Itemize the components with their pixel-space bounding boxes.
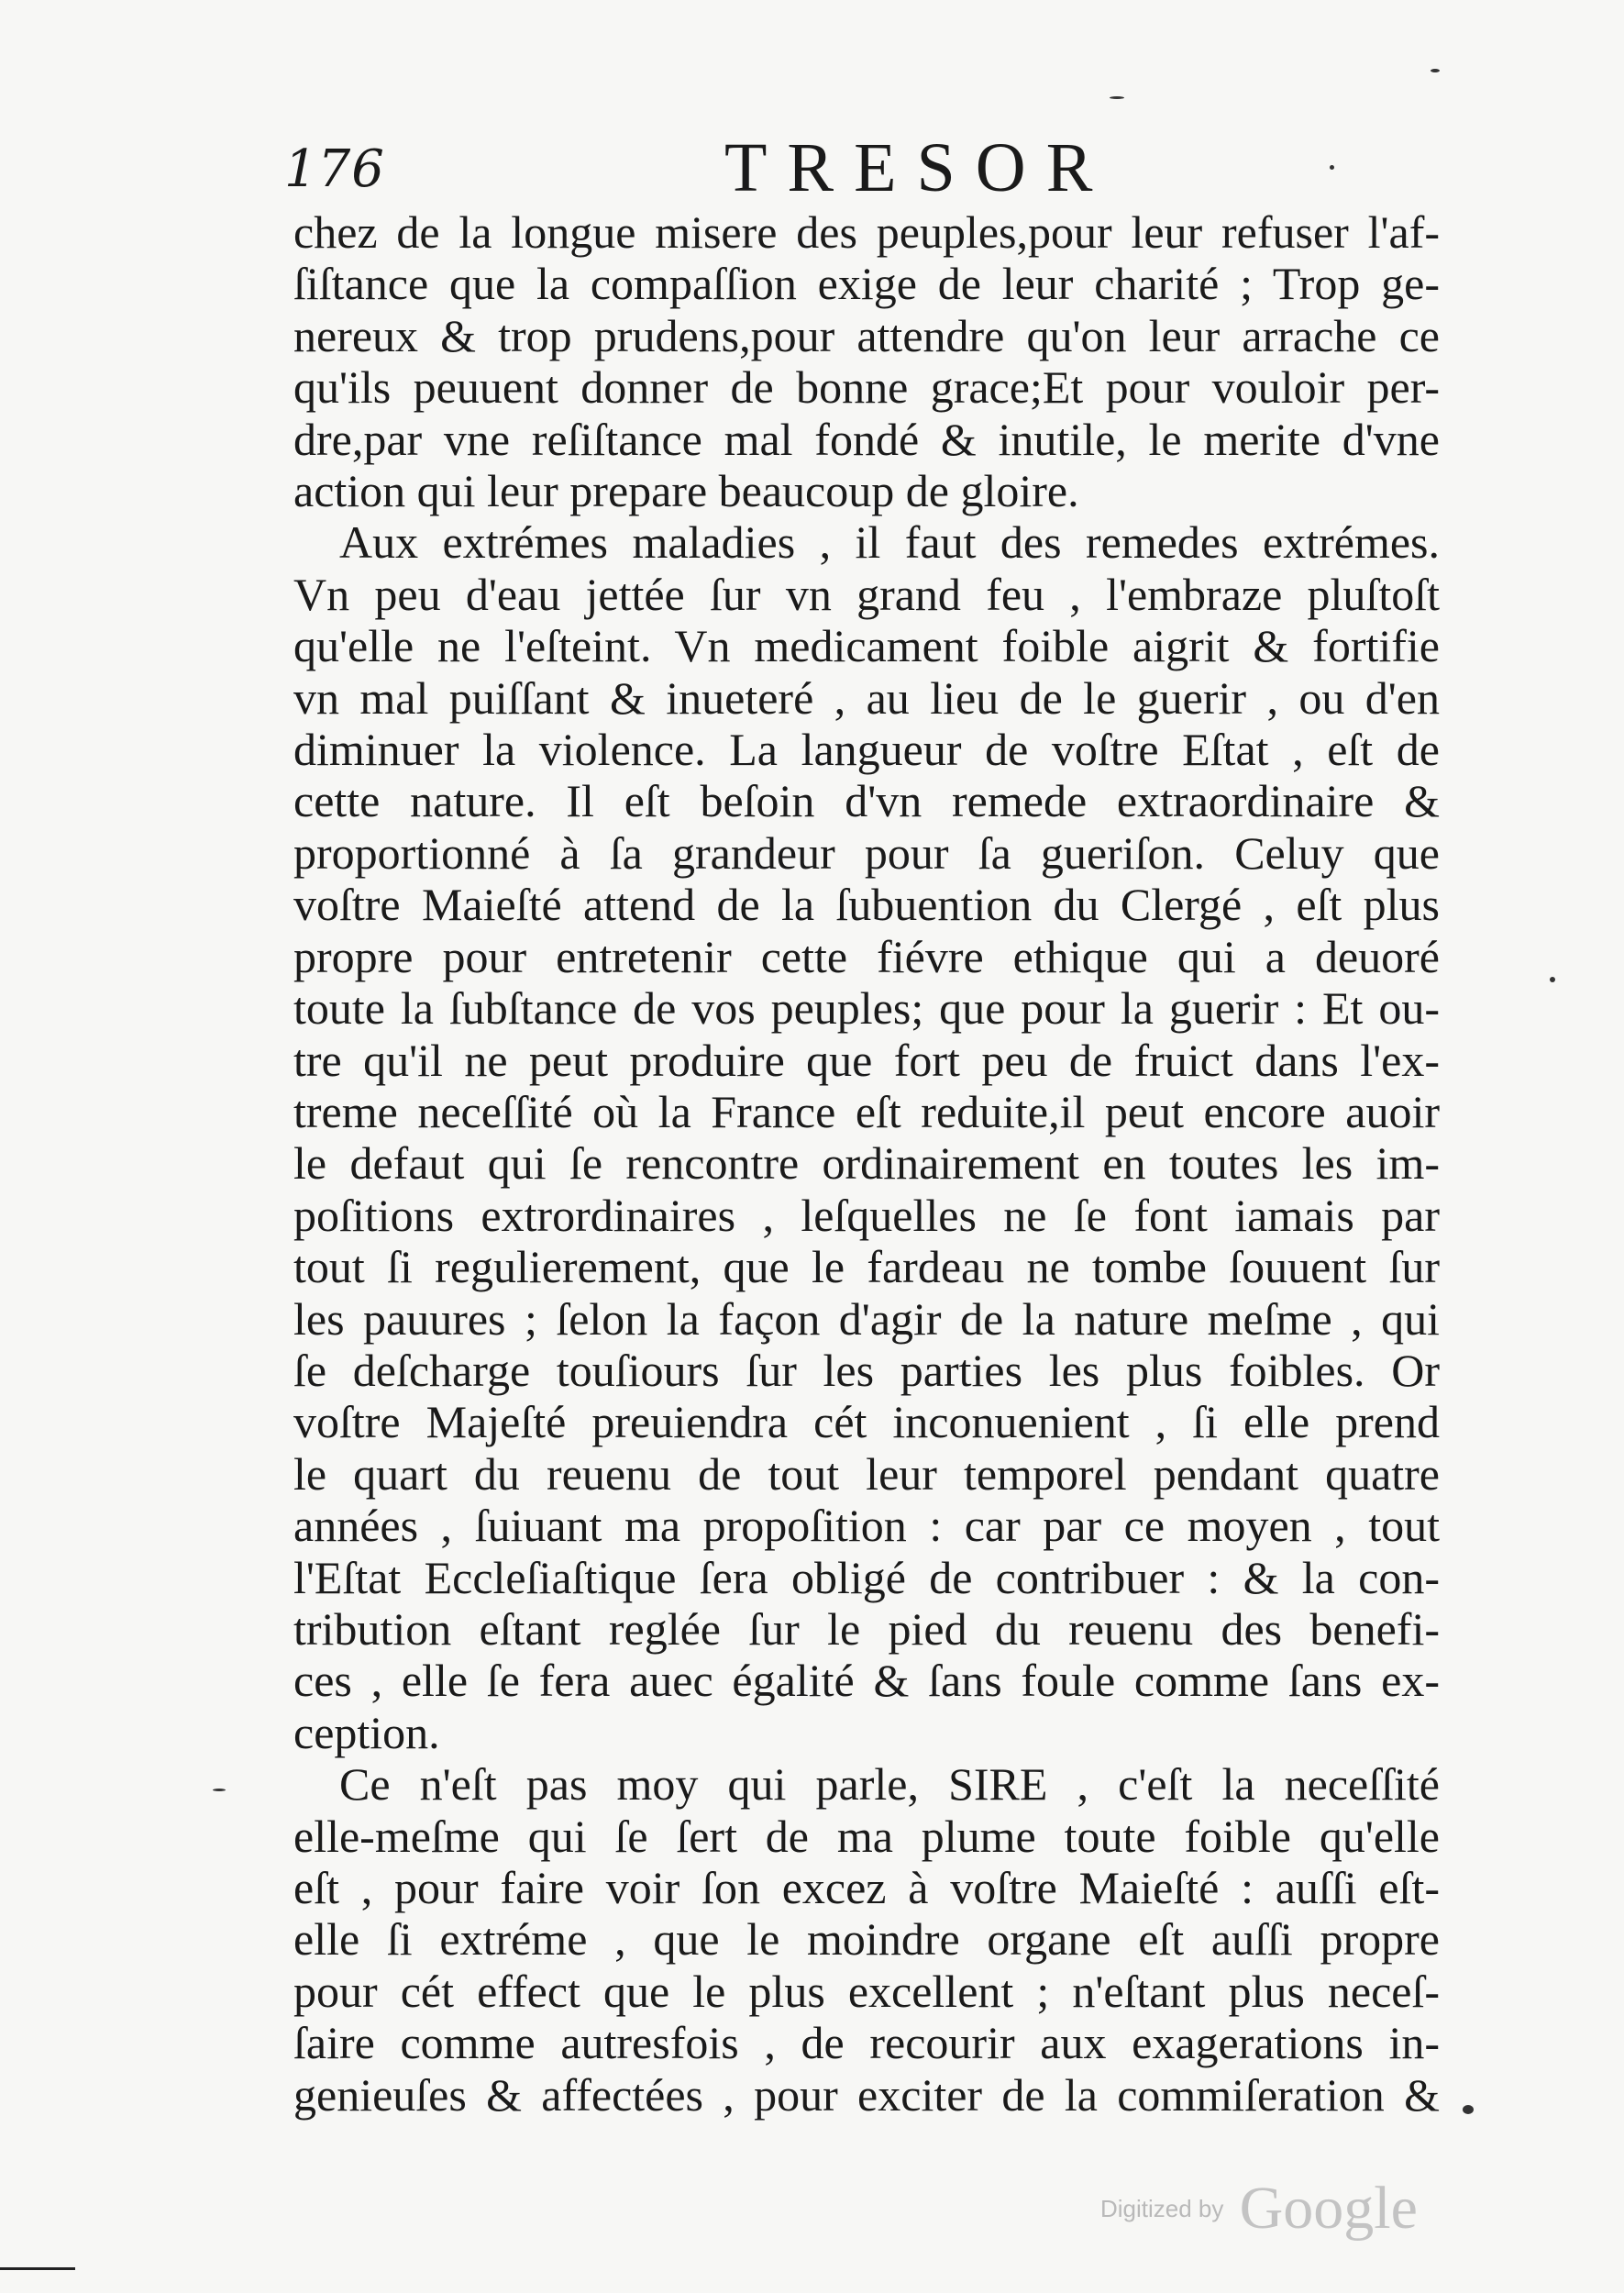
page-number: 176 [284, 139, 385, 199]
text-line: l'Eſtat Eccleſiaſtique ſera obligé de contribuer : & la con- [293, 1551, 1440, 1603]
text-line: elle ſi extréme , que le moindre organe eſt auſſi propre [293, 1913, 1440, 1966]
text-line: treme neceſſité où la France eſt reduite,il peut encore auoir [293, 1085, 1440, 1137]
text-line: cette nature. Il eſt beſoin d'vn remede extraordinaire & [293, 775, 1440, 827]
paragraph-2 [293, 516, 1440, 1758]
text-line: voſtre Maieſté attend de la ſubuention du Clergé , eſt plus [293, 879, 1440, 931]
page-header [284, 128, 1495, 211]
ink-speck [1463, 2105, 1474, 2114]
text-line: vn mal puiſſant & inueteré , au lieu de le guerir , ou d'en [293, 671, 1440, 724]
running-title: TRESOR [724, 129, 1113, 206]
ink-speck [1110, 96, 1124, 99]
text-line: tout ſi regulierement, que le fardeau ne tombe ſouuent ſur [293, 1241, 1440, 1293]
body-text [293, 206, 1440, 2121]
text-line: pour cét effect que le plus excellent ; n'eſtant plus neceſ- [293, 1965, 1440, 2017]
text-line: chez de la longue misere des peuples,pour leur refuser l'af- [293, 206, 1440, 258]
text-line: nereux & trop prudens,pour attendre qu'on leur arrache ce [293, 309, 1440, 361]
scan-corner-mark [0, 2267, 75, 2270]
text-line: le quart du reuenu de tout leur temporel pendant quatre [293, 1447, 1440, 1500]
text-line: qu'elle ne l'eſteint. Vn medicament foible aigrit & fortifie [293, 620, 1440, 672]
text-line: ces , elle ſe fera auec égalité & ſans foule comme ſans ex- [293, 1655, 1440, 1707]
text-line: ception. [293, 1706, 440, 1758]
text-line: dre,par vne reſiſtance mal fondé & inutile, le merite d'vne [293, 413, 1440, 465]
digitized-by-label: Digitized by [1100, 2195, 1224, 2222]
ink-speck [1431, 69, 1440, 72]
text-line: Ce n'eſt pas moy qui parle, SIRE , c'eſt la neceſſité [339, 1758, 1440, 1811]
digitized-by-watermark [1100, 2174, 1418, 2243]
ink-speck [1330, 165, 1334, 170]
text-line: elle-meſme qui ſe ſert de ma plume toute foible qu'elle [293, 1810, 1440, 1862]
text-line: genieuſes & affectées , pour exciter de la commiſeration & [293, 2068, 1440, 2121]
text-line: années , ſuiuant ma propoſition : car par ce moyen , tout [293, 1500, 1440, 1552]
text-line: poſitions extrordinaires , leſquelles ne ſe font iamais par [293, 1189, 1440, 1241]
text-line: tribution eſtant reglée ſur le pied du reuenu des benefi- [293, 1602, 1440, 1655]
text-line: tre qu'il ne peut produire que fort peu de fruict dans l'ex- [293, 1034, 1440, 1086]
text-line: diminuer la violence. La langueur de voſtre Eſtat , eſt de [293, 724, 1440, 776]
text-line: ſiſtance que la compaſſion exige de leur charité ; Trop ge- [293, 258, 1440, 310]
google-logo: Google [1239, 2175, 1418, 2242]
ink-speck [1550, 977, 1555, 982]
text-line: proportionné à ſa grandeur pour ſa gueriſon. Celuy que [293, 826, 1440, 879]
text-line: le defaut qui ſe rencontre ordinairement en toutes les im- [293, 1137, 1440, 1190]
text-line: les pauures ; ſelon la façon d'agir de la nature meſme , qui [293, 1292, 1440, 1345]
text-line: qu'ils peuuent donner de bonne grace;Et pour vouloir per- [293, 361, 1440, 414]
text-line: toute la ſubſtance de vos peuples; que pour la guerir : Et ou- [293, 982, 1440, 1035]
text-line: propre pour entretenir cette fiévre ethique qui a deuoré [293, 930, 1440, 982]
paragraph-1 [293, 206, 1440, 516]
text-line: action qui leur prepare beaucoup de gloire. [293, 465, 1079, 517]
ink-speck [213, 1789, 226, 1791]
text-line: eſt , pour faire voir ſon excez à voſtre Maieſté : auſſi eſt- [293, 1862, 1440, 1913]
text-line: voſtre Majeſté preuiendra cét inconuenient , ſi elle prend [293, 1396, 1440, 1448]
text-line: Vn peu d'eau jettée ſur vn grand feu , l'embraze pluſtoſt [293, 568, 1440, 620]
text-line: ſaire comme autresfois , de recourir aux exagerations in- [293, 2017, 1440, 2069]
paragraph-3 [293, 1758, 1440, 2121]
text-line: Aux extrémes maladies , il faut des remedes extrémes. [339, 516, 1440, 569]
text-line: ſe deſcharge touſiours ſur les parties les plus foibles. Or [293, 1344, 1440, 1396]
